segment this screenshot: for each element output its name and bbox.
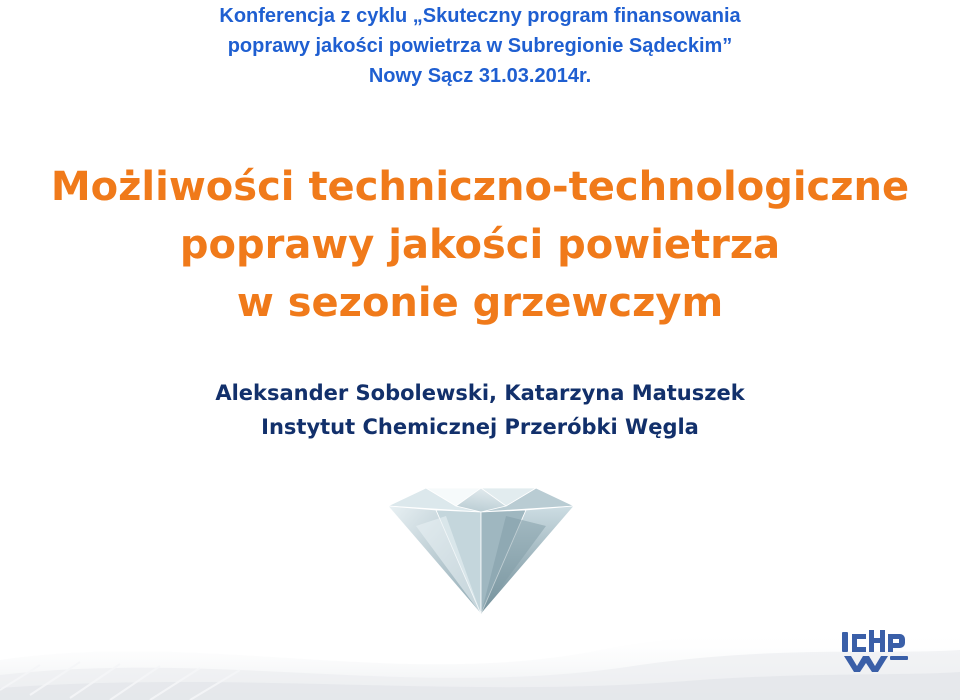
diamond-icon (386, 486, 576, 616)
authors-block (0, 376, 960, 444)
ichpw-logo (840, 626, 912, 674)
institution-name: Instytut Chemicznej Przeróbki Węgla (261, 415, 699, 439)
header-line-2: poprawy jakości powietrza w Subregionie Sądeckim” (227, 35, 733, 57)
author-names: Aleksander Sobolewski, Katarzyna Matuszek (215, 381, 745, 405)
conference-header (0, 0, 960, 91)
title-line-2: poprawy jakości powietrza (179, 222, 781, 268)
header-line-1: Konferencja z cyklu „Skuteczny program finansowania (219, 5, 741, 27)
title-line-1: Możliwości techniczno-technologiczne (50, 164, 910, 210)
header-line-3: Nowy Sącz 31.03.2014r. (368, 65, 592, 87)
title-line-3: w sezonie grzewczym (236, 280, 724, 326)
presentation-title (0, 158, 960, 332)
